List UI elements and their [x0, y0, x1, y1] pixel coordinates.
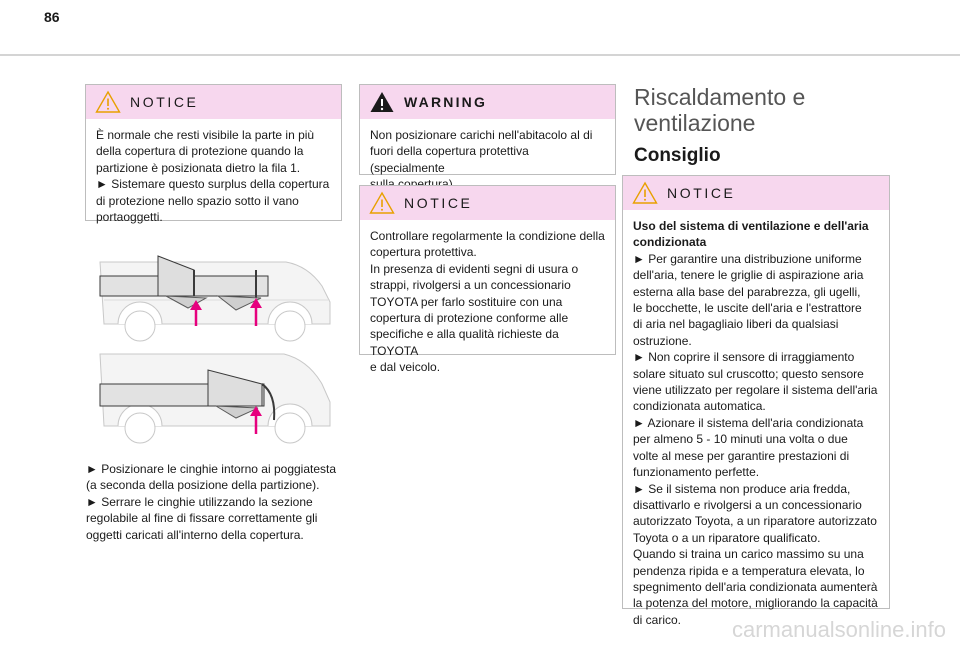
- notice-line: viene utilizzato per regolare il sistema dell'aria: [633, 383, 878, 398]
- notice-title: NOTICE: [404, 195, 473, 211]
- strap-instructions: [86, 461, 348, 543]
- notice-line: ► Sistemare questo surplus della copertura: [96, 177, 330, 192]
- notice-body: [623, 210, 889, 628]
- van-illustration-bottom: [96, 350, 336, 450]
- notice-line: le bocchette, le uscite dell'aria e l'estrattore: [633, 301, 862, 316]
- notice-line: e dal veicolo.: [370, 360, 441, 375]
- page-number: 86: [44, 9, 60, 25]
- notice-line: ostruzione.: [633, 333, 692, 348]
- notice-line: ► Se il sistema non produce aria fredda,: [633, 481, 851, 496]
- notice-heading: condizionata: [633, 235, 707, 250]
- notice-title: NOTICE: [667, 185, 736, 201]
- instruction-line: ► Posizionare le cinghie intorno ai poggiatesta: [86, 462, 337, 476]
- warning-box: [359, 84, 616, 175]
- section-title-line: Riscaldamento e: [634, 84, 806, 110]
- notice-line: condizionata automatica.: [633, 399, 766, 414]
- notice-line: strappi, rivolgersi a un concessionario: [370, 278, 571, 293]
- notice-line: disattivarlo e rivolgersi a un concessionario: [633, 497, 862, 512]
- notice-line: per almeno 5 - 10 minuti una volta o due: [633, 432, 848, 447]
- section-subtitle: Consiglio: [634, 145, 721, 166]
- notice-body: [360, 220, 615, 376]
- notice-line: È normale che resti visibile la parte in più: [96, 128, 315, 142]
- section-title: [634, 84, 805, 136]
- warning-body: [360, 119, 615, 193]
- notice-title: NOTICE: [130, 94, 199, 110]
- instruction-line: oggetti caricati all'interno della copertura.: [86, 527, 304, 542]
- notice-line: funzionamento perfette.: [633, 465, 760, 480]
- notice-line: Controllare regolarmente la condizione della: [370, 229, 605, 243]
- notice-line: volte al mese per garantire prestazioni di: [633, 448, 850, 463]
- warning-title: WARNING: [404, 94, 488, 110]
- instruction-line: ► Serrare le cinghie utilizzando la sezione: [86, 494, 313, 509]
- notice-line: ► Non coprire il sensore di irraggiamento: [633, 350, 855, 365]
- warning-icon: [369, 90, 395, 114]
- warning-line: fuori della copertura protettiva (specialmente: [370, 144, 529, 175]
- section-title-line: ventilazione: [634, 110, 756, 136]
- notice-header: [360, 186, 615, 220]
- notice-line: la potenza del motore, migliorando la capacità: [633, 596, 878, 611]
- notice-line: di carico.: [633, 612, 682, 627]
- notice-line: solare situato sul cruscotto; questo sensore: [633, 366, 864, 381]
- caution-icon: [95, 90, 121, 114]
- notice-line: Quando si traina un carico massimo su una: [633, 547, 864, 562]
- notice-line: esterna alla base del parabrezza, gli ugelli,: [633, 284, 861, 299]
- van-illustration-top: [96, 242, 336, 345]
- notice-line: di aria nel bagagliaio liberi da qualsiasi: [633, 317, 839, 332]
- notice-line: dell'aria, tenere le griglie di aspirazione aria: [633, 268, 864, 283]
- notice-line: partizione è posizionata dietro la fila 1.: [96, 160, 301, 175]
- notice-line: ► Per garantire una distribuzione uniforme: [633, 251, 862, 266]
- notice-line: In presenza di evidenti segni di usura o: [370, 261, 579, 276]
- notice-line: Toyota o a un riparatore qualificato.: [633, 530, 821, 545]
- notice-line: ► Azionare il sistema dell'aria condizionata: [633, 415, 864, 430]
- notice-line: copertura di protezione conforme alle: [370, 311, 569, 326]
- notice-box-partition: [85, 84, 342, 225]
- notice-line: pendenza ripida e a temperatura elevata, lo: [633, 563, 865, 578]
- notice-body: [86, 119, 341, 225]
- notice-line: di protezione nello spazio sotto il vano: [96, 193, 299, 208]
- notice-line: TOYOTA per farlo sostituire con una: [370, 294, 563, 309]
- caution-icon: [369, 191, 395, 215]
- notice-line: spegnimento dell'aria condizionata aumenterà: [633, 579, 878, 594]
- notice-heading: Uso del sistema di ventilazione e dell'aria: [633, 219, 869, 233]
- warning-header: [360, 85, 615, 119]
- notice-line: autorizzato Toyota, a un riparatore autorizzato: [633, 514, 877, 529]
- warning-line: Non posizionare carichi nell'abitacolo al di: [370, 128, 593, 142]
- header-rule: [0, 54, 960, 56]
- notice-line: portaoggetti.: [96, 210, 163, 225]
- instruction-line: (a seconda della posizione della partizione).: [86, 478, 320, 493]
- notice-box-ventilation: [622, 175, 890, 627]
- caution-icon: [632, 181, 658, 205]
- notice-box-cover: [359, 185, 616, 375]
- notice-line: copertura protettiva.: [370, 245, 477, 260]
- notice-line: specifiche e alla qualità richieste da TOYOTA: [370, 327, 559, 358]
- notice-header: [623, 176, 889, 210]
- notice-line: della copertura di protezione quando la: [96, 144, 304, 159]
- watermark: carmanualsonline.info: [731, 617, 946, 642]
- instruction-line: regolabile al fine di fissare correttamente gli: [86, 511, 318, 526]
- notice-header: [86, 85, 341, 119]
